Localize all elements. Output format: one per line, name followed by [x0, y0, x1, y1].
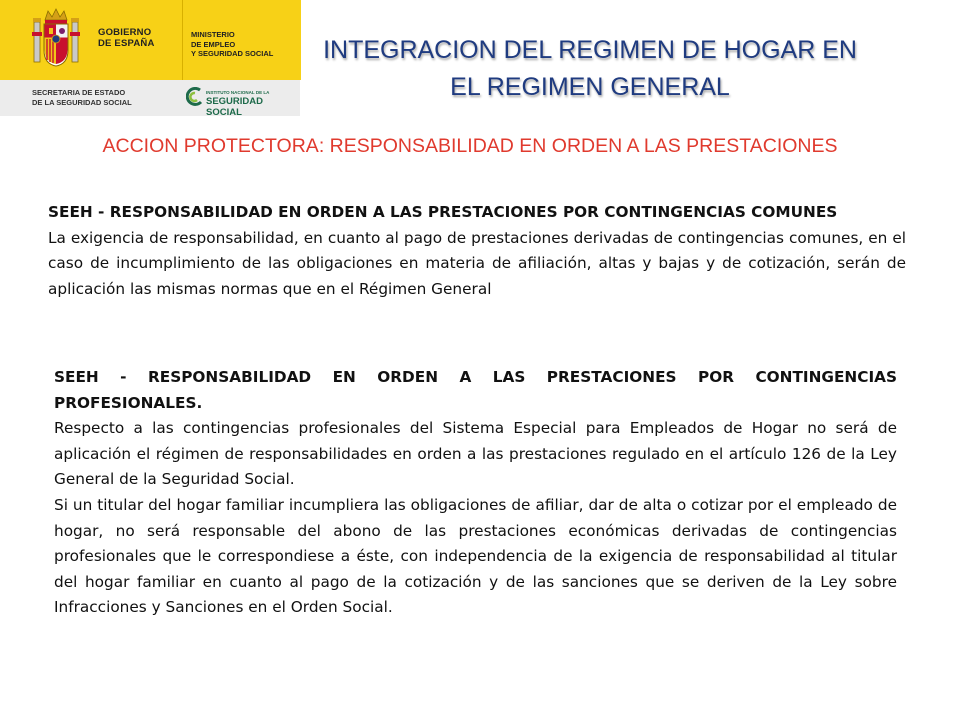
section-heading: SEEH - RESPONSABILIDAD EN ORDEN A LAS PRESTACIONES POR CONTINGENCIAS COMUNES	[48, 203, 838, 221]
ministry-box	[182, 0, 301, 80]
secretaria-name-line: SECRETARIA DE ESTADO	[32, 88, 126, 97]
page-title-line: INTEGRACION DEL REGIMEN DE HOGAR EN	[323, 36, 857, 64]
page-subtitle: ACCION PROTECTORA: RESPONSABILIDAD EN ORDEN A LAS PRESTACIONES	[102, 135, 838, 157]
section-paragraph: Respecto a las contingencias profesionales del Sistema Especial para Empleados de Hogar no será de aplicación el régimen de responsabilidades en orden a las prestaciones regulado en el artículo 126 de la Ley General de la Seguridad Social.	[54, 419, 897, 489]
section-paragraph: Si un titular del hogar familiar incumpliera las obligaciones de afiliar, dar de alta o cotizar por el empleado de hogar, no será responsable del abono de las prestaciones económicas derivadas de contingencias profesionales que le correspondiese a éste, con independencia de la exigencia de responsabilidad al titular del hogar familiar en cuanto al pago de la cotización y de las sanciones que se deriven de la Ley sobre Infracciones y Sanciones en el Orden Social.	[54, 495, 897, 617]
ministry-name-line: DE EMPLEO	[191, 39, 236, 49]
section-contingencias-comunes	[48, 200, 906, 302]
seguridad-social-institute	[206, 90, 300, 118]
government-name-line: DE ESPAÑA	[98, 38, 155, 49]
page-title	[310, 32, 870, 106]
header-logo-block	[0, 0, 300, 116]
ministry-name-line: MINISTERIO	[191, 30, 235, 39]
section-heading: SEEH - RESPONSABILIDAD EN ORDEN A LAS PRESTACIONES POR CONTINGENCIAS PROFESIONALES.	[54, 368, 897, 412]
page-title-line: EL REGIMEN GENERAL	[450, 73, 730, 101]
institute-brand: SEGURIDAD SOCIAL	[206, 96, 264, 118]
section-contingencias-profesionales	[54, 365, 897, 621]
section-paragraph: La exigencia de responsabilidad, en cuanto al pago de prestaciones derivadas de contingencias comunes, en el caso de incumplimiento de las obligaciones en materia de afiliación, altas y bajas y de cotización, serán de aplicación las mismas normas que en el Régimen General	[48, 228, 906, 298]
institute-name: INSTITUTO NACIONAL DE LA	[206, 90, 270, 95]
secretaria-name	[32, 88, 132, 107]
seguridad-social-logo-icon	[186, 87, 204, 107]
ministry-name	[191, 30, 273, 59]
government-name-line: GOBIERNO	[98, 27, 152, 38]
ministry-name-line: Y SEGURIDAD SOCIAL	[191, 49, 274, 58]
secretaria-name-line: DE LA SEGURIDAD SOCIAL	[32, 97, 132, 107]
government-name	[98, 27, 155, 49]
spain-coat-of-arms-icon	[32, 8, 80, 70]
